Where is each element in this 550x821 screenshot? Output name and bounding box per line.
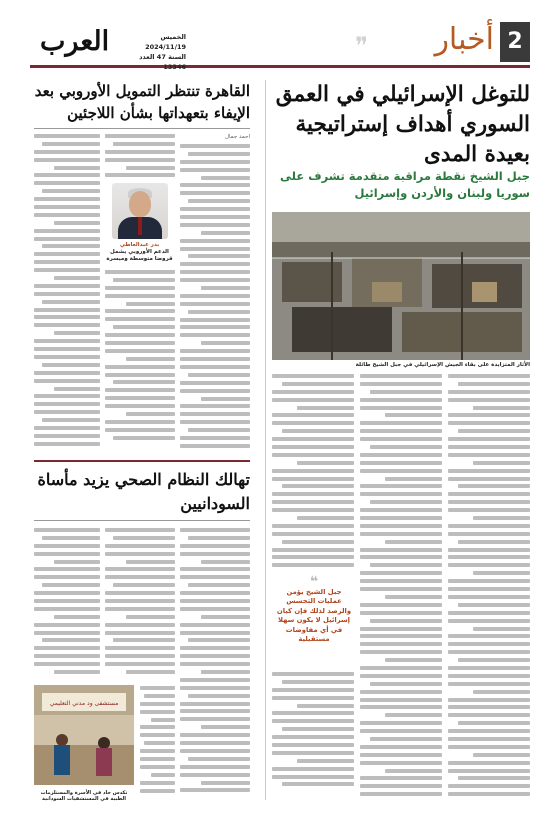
left-bottom-headline[interactable]: تهالك النظام الصحي يزيد مأساة السودانيين <box>37 470 250 513</box>
left-top-col-2 <box>105 134 175 182</box>
column-divider <box>265 80 266 800</box>
byline: أحمد جمال <box>225 134 250 140</box>
page-number: 2 <box>500 22 530 62</box>
lead-photo <box>272 212 530 360</box>
headline-rule <box>34 128 250 129</box>
lead-headline[interactable]: للتوغل الإسرائيلي في العمق السوري أهداف إستراتيجية بعيدة المدى <box>275 82 530 167</box>
hospital-photo <box>34 685 134 785</box>
date-line: الخميس 2024/11/19 <box>145 33 186 51</box>
left-top-col-2b <box>105 270 175 450</box>
masthead <box>30 22 530 71</box>
lead-body-col-2 <box>360 374 442 799</box>
issue-line: السنة 47 العدد 13346 <box>139 53 186 71</box>
hospital-sign-text: مستشفى ود مدني التعليمي <box>49 700 119 707</box>
hospital-scene-image <box>34 685 134 785</box>
portrait-photo <box>112 183 168 239</box>
portrait-caption <box>103 242 176 263</box>
headline-rule-2 <box>34 520 250 521</box>
hospital-photo-caption: تكدس حاد في الأسرة والمستلزمات الطبية في المستشفيات السودانية <box>40 790 128 802</box>
pull-quote-text: جبل الشيخ يؤمن عمليات التجسس والرصد لذلك فإن كيان إسرائيل لا يكون سهلا في أي مفاوضات مستقبلية <box>276 587 352 643</box>
military-equipment-photo <box>272 212 530 360</box>
newspaper-logo[interactable]: العرب <box>40 26 110 57</box>
date-block <box>126 32 186 72</box>
lead-body-col-3 <box>272 374 354 574</box>
lead-subheadline: جبل الشيخ نقطة مراقبة متقدمة تشرف على سوريا ولبنان والأردن وإسرائيل <box>280 169 530 200</box>
left-top-headline[interactable]: القاهرة تنتظر التمويل الأوروبي بعد الإيفاء بتعهداتها بشأن اللاجئين <box>34 82 250 122</box>
portrait-name: بدر عبدالعاطي <box>119 242 160 248</box>
left-bottom-col-3 <box>34 528 100 678</box>
portrait-card <box>103 183 176 265</box>
lead-body-col-1 <box>448 374 530 799</box>
lead-body-col-3b <box>272 672 354 797</box>
left-top-col-1 <box>180 134 250 449</box>
portrait-quote: الدعم الأوروبي يشمل قروضا متوسطة وميسرة <box>106 249 173 262</box>
left-top-col-3 <box>34 134 100 449</box>
left-bottom-col-1 <box>180 528 250 798</box>
pull-quote <box>275 574 353 645</box>
lead-photo-caption: الأثار المتزايدة على بقاء الجيش الإسرائيلي في جبل الشيخ طائلة <box>355 362 530 368</box>
section-title: أخبار <box>434 22 494 57</box>
left-bottom-col-2 <box>105 528 175 678</box>
left-bottom-col-2b <box>140 686 175 798</box>
story-divider <box>34 460 250 462</box>
quote-icon: ❞ <box>355 32 368 60</box>
quote-mark-icon: ❝ <box>309 574 319 590</box>
